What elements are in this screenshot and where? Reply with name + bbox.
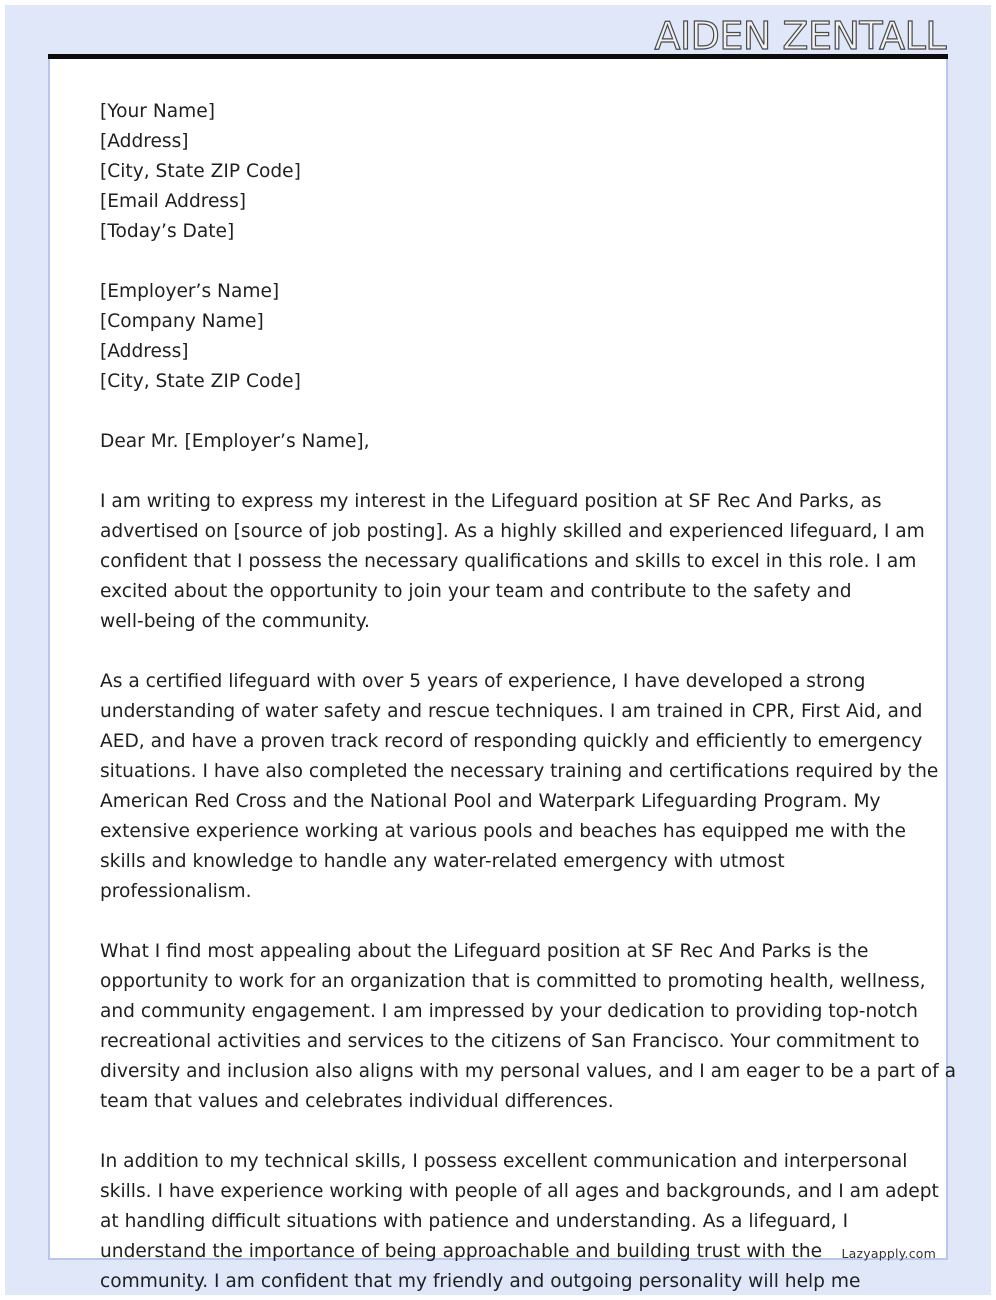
- paragraph-line: opportunity to work for an organization that is committed to promoting health, wellness,: [100, 971, 926, 992]
- paragraph-line: professionalism.: [100, 881, 252, 902]
- sender-block: [100, 97, 900, 247]
- paragraph-line: What I find most appealing about the Lifeguard position at SF Rec And Parks is the: [100, 941, 869, 962]
- applicant-name-heading: AIDEN ZENTALL: [654, 14, 946, 58]
- paragraph-line: and community engagement. I am impressed by your dedication to providing top-notch: [100, 1001, 918, 1022]
- recipient-city: [City, State ZIP Code]: [100, 371, 301, 392]
- sender-email: [Email Address]: [100, 191, 247, 212]
- recipient-name: [Employer’s Name]: [100, 281, 280, 302]
- paragraph-4: [100, 1147, 939, 1297]
- paragraph-line: As a certified lifeguard with over 5 years of experience, I have developed a strong: [100, 671, 866, 692]
- paragraph-line: at handling difficult situations with patience and understanding. As a lifeguard, I: [100, 1211, 849, 1232]
- cover-letter-body: [100, 97, 957, 1300]
- paragraph-line: well-being of the community.: [100, 611, 370, 632]
- recipient-block: [100, 277, 900, 397]
- watermark-text: Lazyapply.com: [841, 1246, 936, 1261]
- paragraph-2: [100, 667, 939, 907]
- paragraph-line: American Red Cross and the National Pool and Waterpark Lifeguarding Program. My: [100, 791, 881, 812]
- paragraph-line: I am writing to express my interest in the Lifeguard position at SF Rec And Parks, as: [100, 491, 882, 512]
- paragraph-line: diversity and inclusion also aligns with my personal values, and I am eager to be a part of a: [100, 1061, 957, 1082]
- recipient-address: [Address]: [100, 341, 189, 362]
- salutation-text: Dear Mr. [Employer’s Name],: [100, 431, 370, 452]
- paragraph-line: excited about the opportunity to join your team and contribute to the safety and: [100, 581, 852, 602]
- recipient-company: [Company Name]: [100, 311, 264, 332]
- paragraph-line: skills. I have experience working with people of all ages and backgrounds, and I am adept: [100, 1181, 939, 1202]
- paragraph-line: In addition to my technical skills, I possess excellent communication and interpersonal: [100, 1151, 908, 1172]
- paragraph-line: understand the importance of being approachable and building trust with the: [100, 1241, 823, 1262]
- paragraph-line: confident that I possess the necessary qualifications and skills to excel in this role. I am: [100, 551, 917, 572]
- paragraph-line: recreational activities and services to the citizens of San Francisco. Your commitment to: [100, 1031, 920, 1052]
- paragraph-line: situations. I have also completed the necessary training and certifications required by the: [100, 761, 939, 782]
- paragraph-line: team that values and celebrates individual differences.: [100, 1091, 614, 1112]
- paragraph-line: skills and knowledge to handle any water-related emergency with utmost: [100, 851, 785, 872]
- paragraph-1: [100, 487, 925, 637]
- paragraph-line: advertised on [source of job posting]. As a highly skilled and experienced lifeguard, I am: [100, 521, 925, 542]
- paragraph-line: AED, and have a proven track record of responding quickly and efficiently to emergency: [100, 731, 923, 752]
- paragraph-line: community. I am confident that my friendly and outgoing personality will help me: [100, 1271, 861, 1292]
- sender-address: [Address]: [100, 131, 189, 152]
- paragraph-line: understanding of water safety and rescue techniques. I am trained in CPR, First Aid, and: [100, 701, 923, 722]
- paragraph-line: extensive experience working at various pools and beaches has equipped me with the: [100, 821, 906, 842]
- paragraph-3: [100, 937, 957, 1117]
- salutation: [100, 427, 900, 457]
- sender-name: [Your Name]: [100, 101, 215, 122]
- sender-city: [City, State ZIP Code]: [100, 161, 301, 182]
- sender-date: [Today’s Date]: [100, 221, 235, 242]
